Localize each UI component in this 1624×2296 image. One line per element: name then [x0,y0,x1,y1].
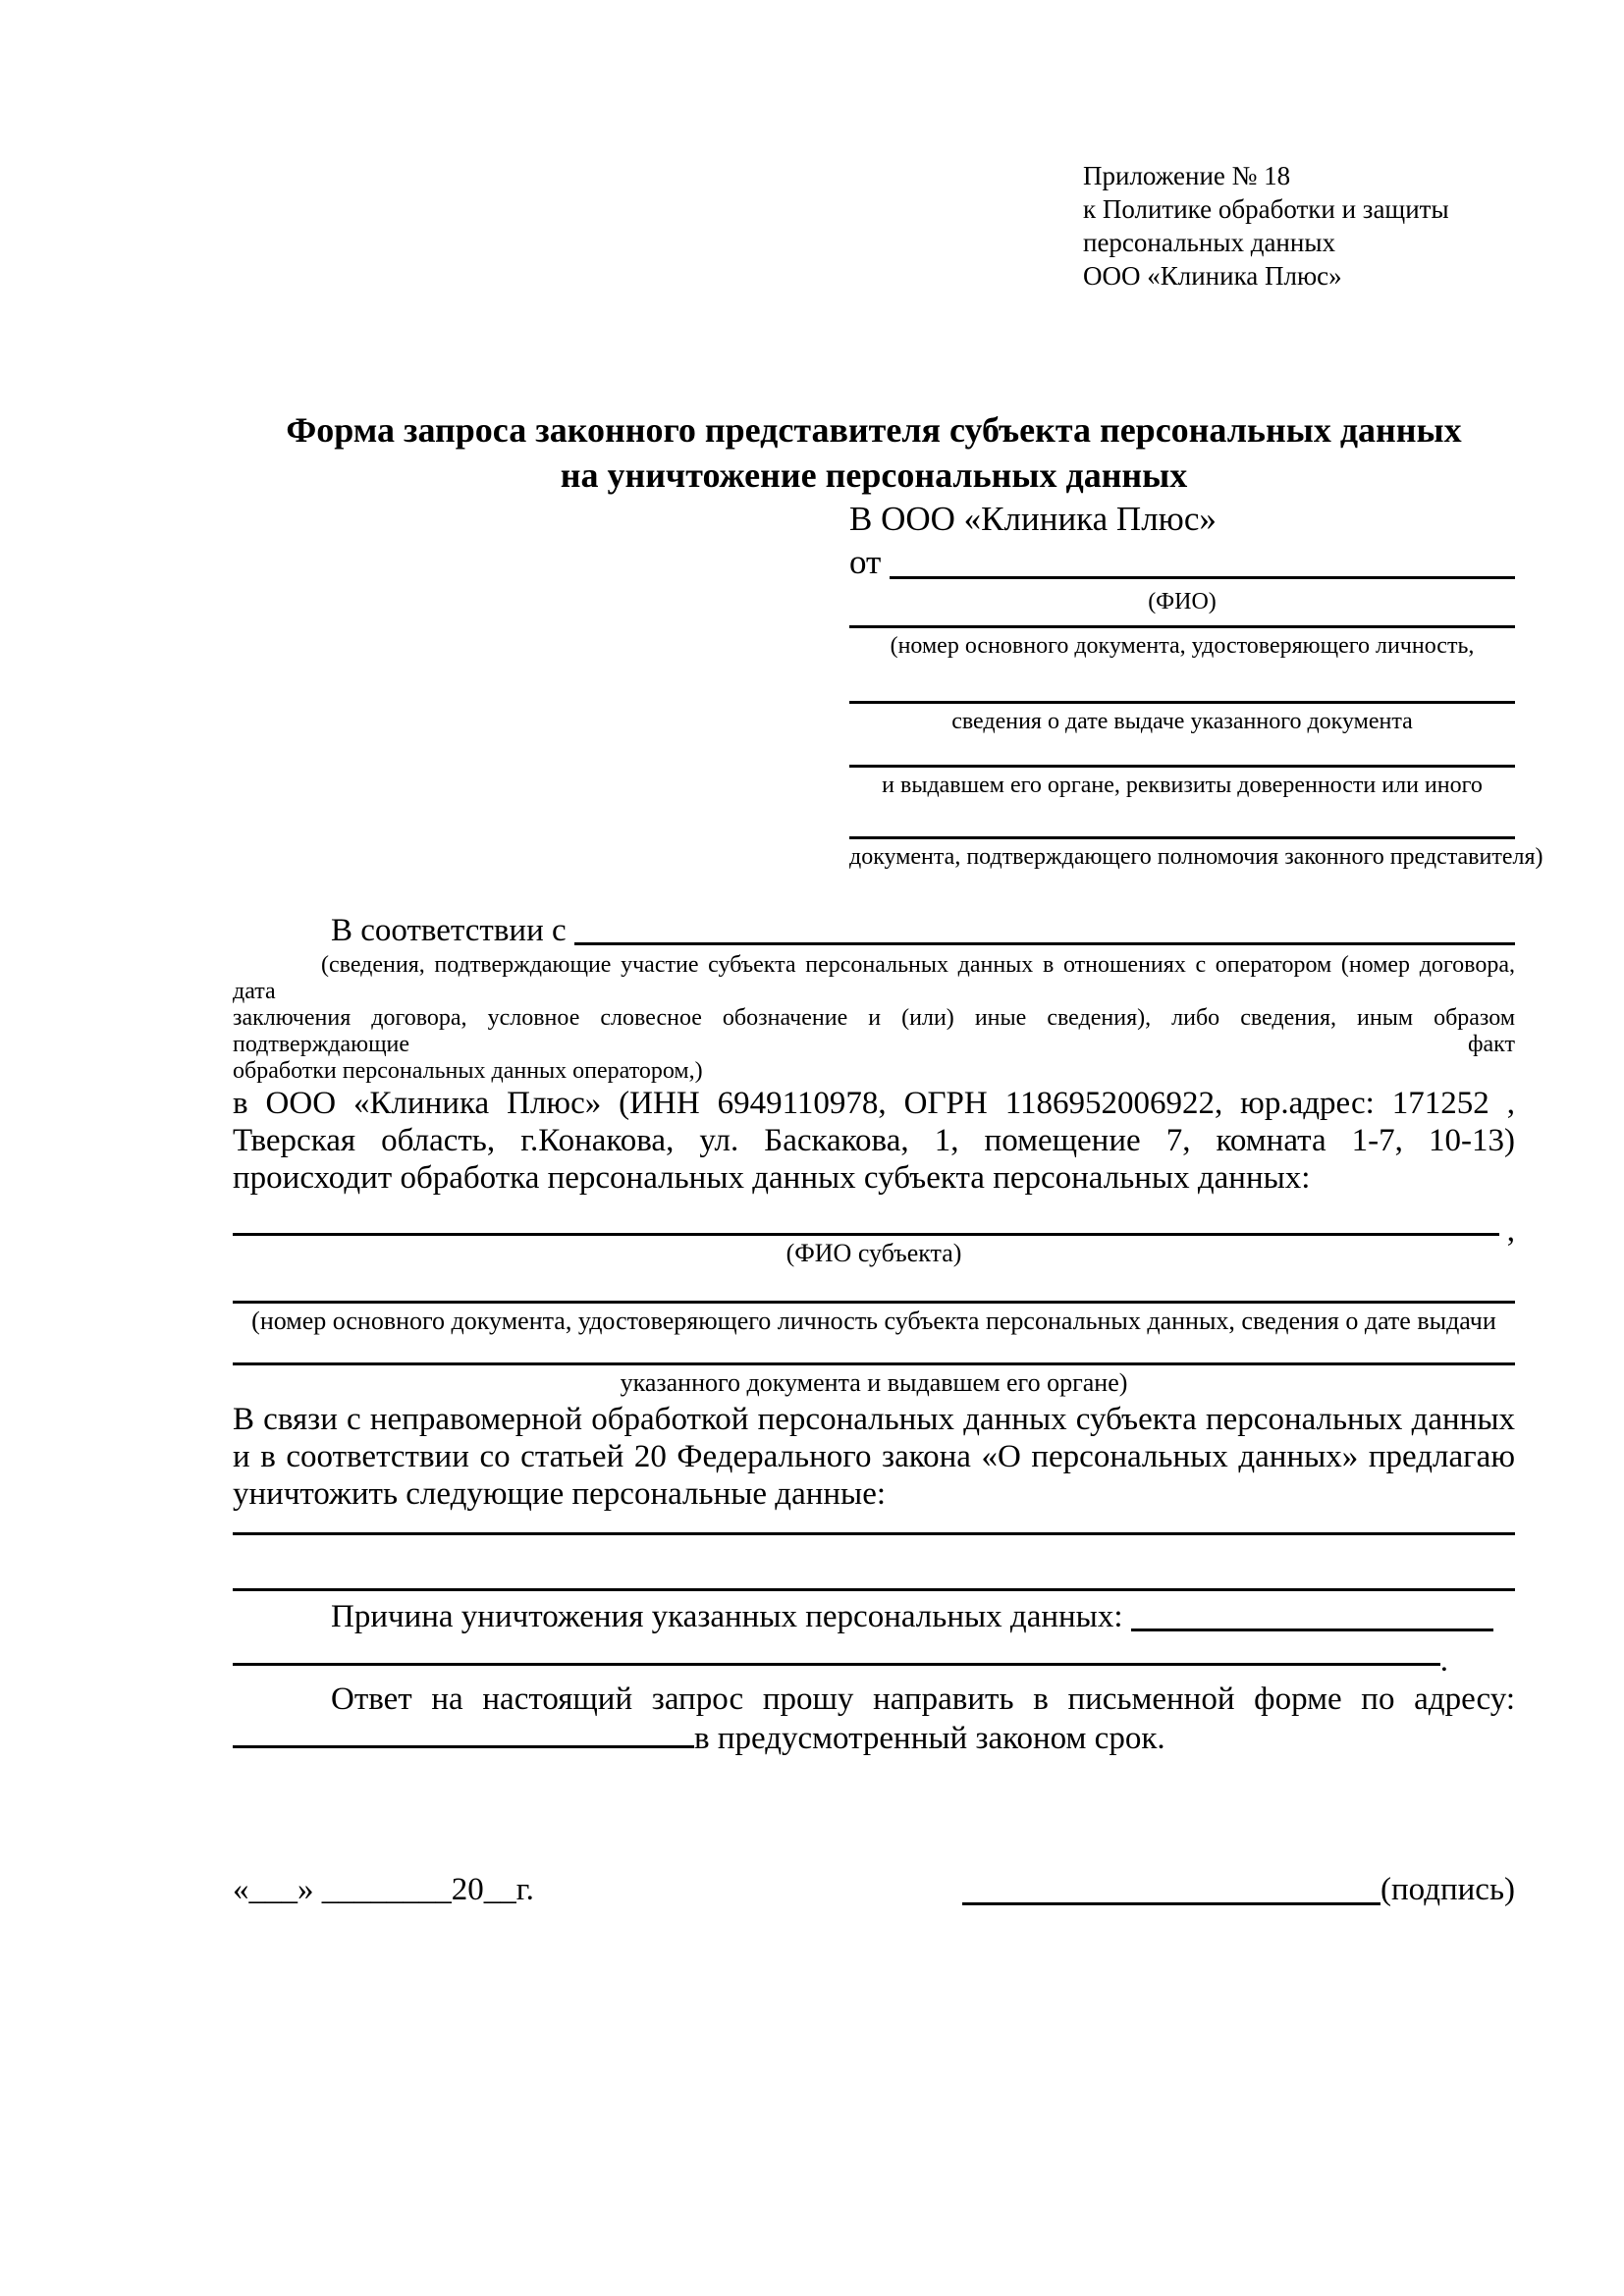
annex-line-4: ООО «Клиника Плюс» [1083,261,1342,291]
subject-fio-comma: , [1498,1213,1515,1249]
reply-tail: в предусмотренный законом срок. [694,1721,1165,1756]
annex-block [1083,159,1515,293]
reason-blank [1131,1597,1493,1631]
reason-lead: Причина уничтожения указанных персональных данных: [331,1599,1131,1634]
accordance-note-line-3: обработки персональных данных оператором,) [233,1058,703,1084]
accordance-lead: В соответствии с [331,913,574,948]
reply-paragraph [233,1680,1515,1758]
from-row [849,541,1515,584]
operator-line-2: Тверская область, г.Конакова, ул. Баскакова, 1, помещение 7, комната 1-7, 10-13) [233,1123,1515,1158]
from-label: от [849,543,891,581]
signature-blank [962,1868,1380,1905]
addressee-org: В ООО «Клиника Плюс» [849,500,1217,538]
accordance-blank [574,911,1515,945]
demand-line-1: В связи с неправомерной обработкой персональных данных субъекта персональных данных [233,1402,1515,1437]
document-body [233,911,1515,1911]
accordance-row [233,911,1515,950]
footer-row [233,1868,1515,1911]
subject-fio-blank [233,1216,1499,1236]
representative-doc-caption-4: документа, подтверждающего полномочия законного представителя) [849,844,1543,870]
data-to-destroy-blank-2 [233,1588,1515,1591]
subject-fio-row [233,1213,1515,1249]
demand-paragraph [233,1401,1515,1513]
reply-address-blank [233,1745,694,1748]
reason-continuation-row [233,1643,1515,1679]
representative-doc-blank-2 [849,701,1515,704]
annex-line-3: персональных данных [1083,228,1335,257]
representative-fio-blank [890,541,1515,579]
accordance-note-line-2: заключения договора, условное словесное обозначение и (или) иные сведения), либо сведения, иным образом подтверждающие факт [233,1005,1515,1057]
operator-line-1: в ООО «Клиника Плюс» (ИНН 6949110978, ОГРН 1186952006922, юр.адрес: 171252 , [233,1086,1515,1121]
reason-row [233,1597,1515,1636]
representative-doc-blank-3 [849,765,1515,768]
representative-doc-caption-3: и выдавшем его органе, реквизиты доверенности или иного [882,773,1483,798]
addressee-block [849,498,1543,871]
representative-doc-blank-4 [849,836,1515,839]
fio-caption: (ФИО) [1148,589,1217,614]
reply-lead: Ответ на настоящий запрос прошу направить в письменной форме по адресу: [331,1682,1515,1717]
annex-line-1: Приложение № 18 [1083,161,1291,190]
subject-doc-caption-2: указанного документа и выдавшем его органе) [620,1368,1128,1397]
representative-doc-caption-1: (номер основного документа, удостоверяющего личность, [890,633,1475,659]
annex-line-2: к Политике обработки и защиты [1083,194,1449,224]
signature-caption: (подпись) [1380,1872,1515,1907]
data-to-destroy-blank-1 [233,1532,1515,1535]
subject-doc-blank-2 [233,1362,1515,1365]
accordance-note-line-1: (сведения, подтверждающие участие субъекта персональных данных в отношениях с оператором (номер договора, дата [233,952,1515,1004]
accordance-note [233,952,1515,1085]
subject-fio-caption: (ФИО субъекта) [785,1239,962,1267]
representative-doc-blank-1 [849,625,1515,628]
signature-area [962,1868,1515,1911]
reason-continuation-blank [233,1644,1440,1666]
date-blank: «___» ________20__г. [233,1872,534,1907]
reason-period: . [1439,1643,1448,1679]
title-line-2: на уничтожение персональных данных [560,455,1188,495]
demand-line-3: уничтожить следующие персональные данные: [233,1476,887,1512]
subject-doc-caption-1: (номер основного документа, удостоверяющего личность субъекта персональных данных, сведения о дате выдачи [251,1307,1496,1335]
operator-line-3: происходит обработка персональных данных субъекта персональных данных: [233,1160,1311,1196]
subject-doc-blank-1 [233,1301,1515,1304]
operator-paragraph [233,1085,1515,1197]
title-line-1: Форма запроса законного представителя субъекта персональных данных [286,410,1462,450]
demand-line-2: и в соответствии со статьей 20 Федерального закона «О персональных данных» предлагаю [233,1439,1515,1474]
representative-doc-caption-2: сведения о дате выдаче указанного документа [951,709,1413,734]
document-title [233,407,1515,498]
